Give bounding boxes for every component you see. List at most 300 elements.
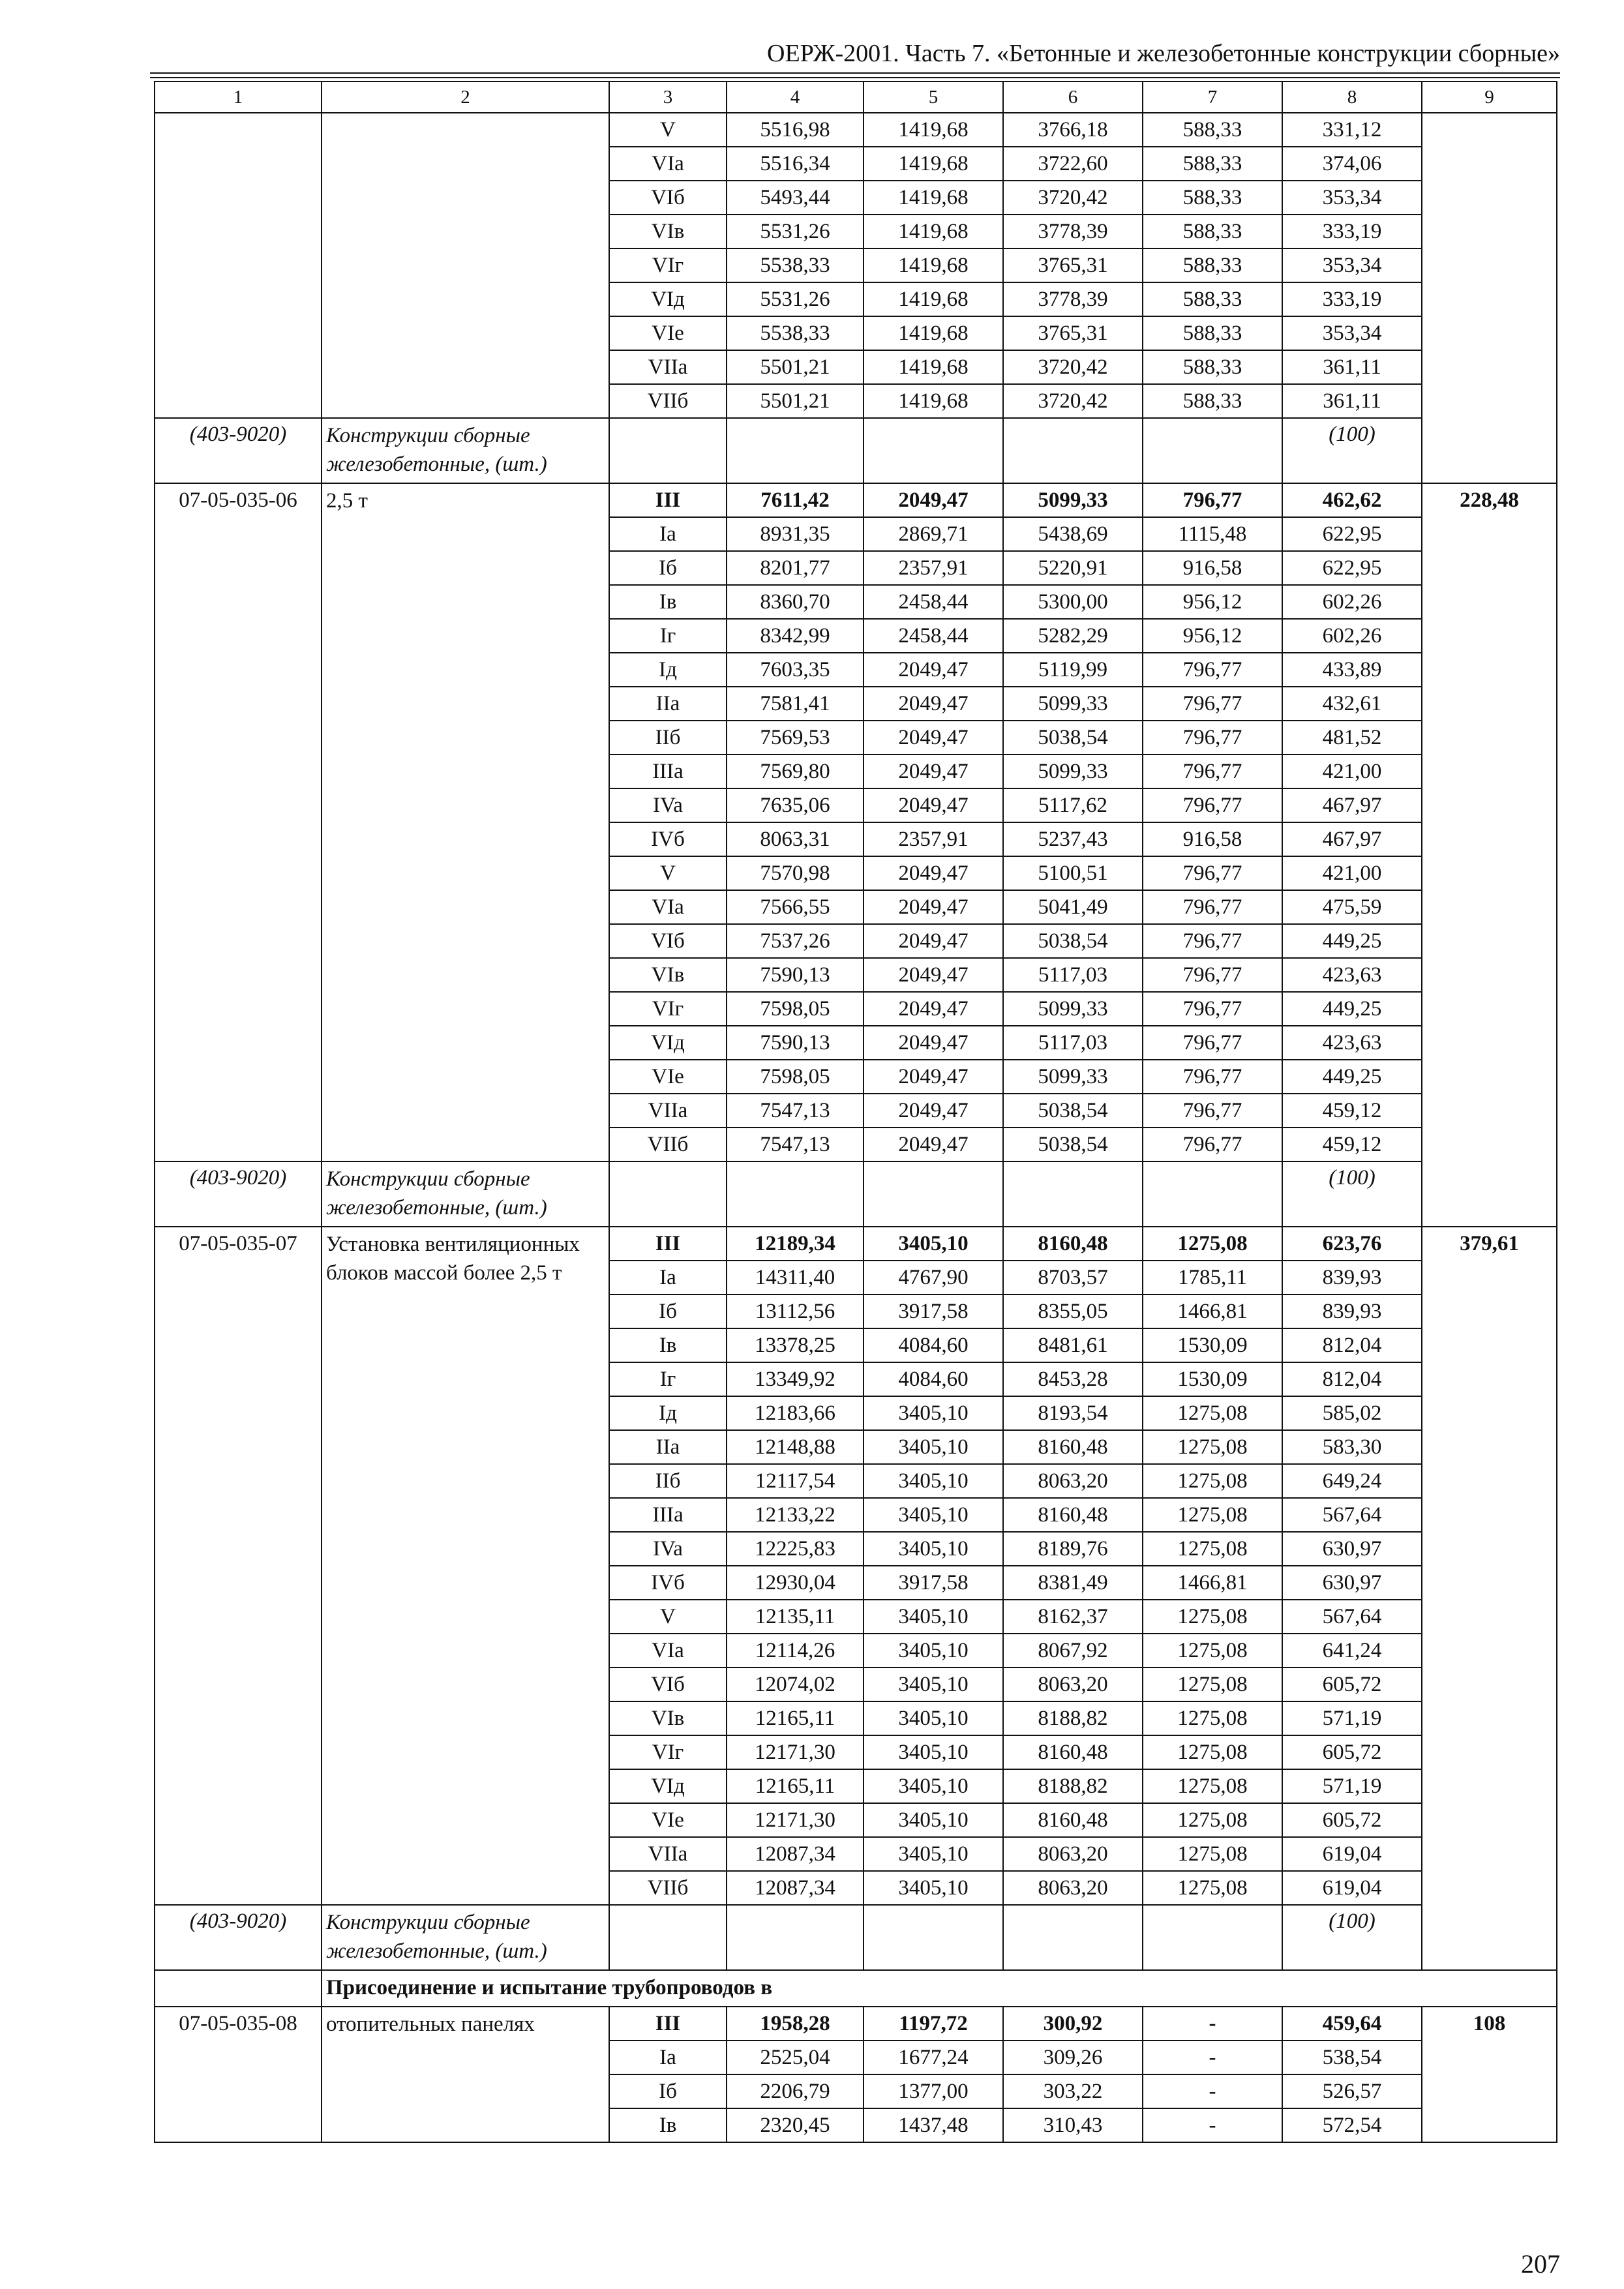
- cell-col-4: 12189,34: [727, 1227, 864, 1261]
- cell-col-8: 481,52: [1282, 721, 1422, 755]
- cell-col-7: -: [1143, 2108, 1282, 2142]
- cell-col-4: 2320,45: [727, 2108, 864, 2142]
- cell-col-4: 5501,21: [727, 350, 864, 384]
- cell-col-3: VIa: [609, 1634, 727, 1668]
- cell-col-8: 423,63: [1282, 1026, 1422, 1060]
- empty-cell: [609, 1161, 727, 1227]
- cell-col-6: 5117,03: [1003, 1026, 1143, 1060]
- cell-col-6: 8481,61: [1003, 1328, 1143, 1362]
- cell-col-4: 5516,98: [727, 113, 864, 147]
- cell-col-8: 423,63: [1282, 958, 1422, 992]
- cell-col-7: 588,33: [1143, 350, 1282, 384]
- cell-col-6: 8160,48: [1003, 1227, 1143, 1261]
- cell-col-4: 12074,02: [727, 1668, 864, 1701]
- cell-col-4: 7590,13: [727, 958, 864, 992]
- cell-col-3: VIг: [609, 248, 727, 282]
- table-row: [155, 483, 1557, 517]
- section-title-row: [155, 1970, 1557, 2007]
- cell-col-5: 3405,10: [864, 1634, 1003, 1668]
- cell-col-5: 2049,47: [864, 1026, 1003, 1060]
- empty-cell: [864, 418, 1003, 483]
- cell-col-6: 5038,54: [1003, 1094, 1143, 1128]
- cell-col-6: 8063,20: [1003, 1668, 1143, 1701]
- cell-col-7: 916,58: [1143, 822, 1282, 856]
- cell-col-3: IIIa: [609, 755, 727, 788]
- cell-col-5: 2357,91: [864, 551, 1003, 585]
- cell-col-5: 2049,47: [864, 890, 1003, 924]
- resource-code: (403-9020): [155, 1905, 322, 1970]
- cell-col-5: 1419,68: [864, 316, 1003, 350]
- cell-col-6: 3720,42: [1003, 384, 1143, 418]
- empty-cell: [864, 1905, 1003, 1970]
- cell-col-6: 8160,48: [1003, 1430, 1143, 1464]
- cell-col-7: 1785,11: [1143, 1261, 1282, 1294]
- cell-col-7: 1275,08: [1143, 1498, 1282, 1532]
- cell-col-3: VIе: [609, 1803, 727, 1837]
- cell-col-4: 7569,53: [727, 721, 864, 755]
- cell-col-8: 622,95: [1282, 517, 1422, 551]
- cell-col-3: Iв: [609, 585, 727, 619]
- cell-col-3: Ia: [609, 1261, 727, 1294]
- cell-col-3: VIIa: [609, 1094, 727, 1128]
- cell-col-6: 309,26: [1003, 2041, 1143, 2074]
- cell-col-5: 3405,10: [864, 1701, 1003, 1735]
- cell-col-5: 3405,10: [864, 1498, 1003, 1532]
- cell-col-7: 956,12: [1143, 585, 1282, 619]
- total-col-9: [1422, 113, 1557, 483]
- cell-col-3: III: [609, 2007, 727, 2041]
- cell-col-7: 588,33: [1143, 215, 1282, 248]
- cell-col-4: 12087,34: [727, 1871, 864, 1905]
- page-number: 207: [1521, 2249, 1560, 2279]
- resource-quantity: (100): [1282, 418, 1422, 483]
- cell-col-8: 567,64: [1282, 1498, 1422, 1532]
- cell-col-4: 12133,22: [727, 1498, 864, 1532]
- cell-col-3: Ia: [609, 2041, 727, 2074]
- cell-col-3: VIд: [609, 282, 727, 316]
- cell-col-8: 449,25: [1282, 992, 1422, 1026]
- cell-col-7: 1275,08: [1143, 1837, 1282, 1871]
- cell-col-6: 5100,51: [1003, 856, 1143, 890]
- col-header-6: 6: [1003, 82, 1143, 113]
- cell-col-8: 622,95: [1282, 551, 1422, 585]
- table-row: [155, 113, 1557, 147]
- cell-col-7: 1275,08: [1143, 1769, 1282, 1803]
- empty-cell: [609, 1905, 727, 1970]
- cell-col-8: 459,64: [1282, 2007, 1422, 2041]
- cell-col-3: Iб: [609, 1294, 727, 1328]
- cell-col-7: 1275,08: [1143, 1430, 1282, 1464]
- cell-col-6: 8188,82: [1003, 1701, 1143, 1735]
- cell-col-8: 333,19: [1282, 215, 1422, 248]
- cell-col-5: 2049,47: [864, 483, 1003, 517]
- cell-col-5: 1197,72: [864, 2007, 1003, 2041]
- cell-col-5: 3405,10: [864, 1769, 1003, 1803]
- cell-col-8: 459,12: [1282, 1094, 1422, 1128]
- cell-col-3: V: [609, 1600, 727, 1634]
- resource-quantity: (100): [1282, 1161, 1422, 1227]
- cell-col-5: 4084,60: [864, 1362, 1003, 1396]
- cell-col-8: 432,61: [1282, 687, 1422, 721]
- cell-col-5: 1419,68: [864, 384, 1003, 418]
- cell-col-6: 8189,76: [1003, 1532, 1143, 1566]
- cell-col-4: 8342,99: [727, 619, 864, 653]
- cell-col-4: 8931,35: [727, 517, 864, 551]
- cell-col-7: 1275,08: [1143, 1701, 1282, 1735]
- cell-col-3: IIб: [609, 721, 727, 755]
- cell-col-3: IVб: [609, 1566, 727, 1600]
- cell-col-6: 3720,42: [1003, 181, 1143, 215]
- cell-col-5: 2049,47: [864, 687, 1003, 721]
- cell-col-7: 1530,09: [1143, 1362, 1282, 1396]
- cell-col-4: 2206,79: [727, 2074, 864, 2108]
- cell-col-6: 3766,18: [1003, 113, 1143, 147]
- cell-col-3: VIIa: [609, 350, 727, 384]
- cell-col-8: 812,04: [1282, 1362, 1422, 1396]
- cell-col-8: 812,04: [1282, 1328, 1422, 1362]
- cell-col-3: IIa: [609, 1430, 727, 1464]
- cell-col-8: 421,00: [1282, 755, 1422, 788]
- resource-note-row: [155, 1161, 1557, 1227]
- cell-col-7: 796,77: [1143, 924, 1282, 958]
- work-name: отопительных панелях: [322, 2007, 609, 2142]
- cell-col-6: 5041,49: [1003, 890, 1143, 924]
- cell-col-8: 585,02: [1282, 1396, 1422, 1430]
- cell-col-4: 12135,11: [727, 1600, 864, 1634]
- cell-col-4: 8360,70: [727, 585, 864, 619]
- col-header-5: 5: [864, 82, 1003, 113]
- cell-col-6: 5038,54: [1003, 1128, 1143, 1161]
- cell-col-3: V: [609, 113, 727, 147]
- cell-col-8: 361,11: [1282, 384, 1422, 418]
- cell-col-8: 605,72: [1282, 1735, 1422, 1769]
- cell-col-5: 2049,47: [864, 653, 1003, 687]
- empty-cell: [1003, 418, 1143, 483]
- work-name: Установка вентиляционных блоков массой более 2,5 т: [322, 1227, 609, 1905]
- cell-col-4: 8201,77: [727, 551, 864, 585]
- empty-cell: [1143, 1161, 1282, 1227]
- cell-col-6: 8160,48: [1003, 1735, 1143, 1769]
- header-rule-bottom: [150, 77, 1560, 78]
- col-header-2: 2: [322, 82, 609, 113]
- cell-col-8: 571,19: [1282, 1769, 1422, 1803]
- cell-col-7: 1275,08: [1143, 1532, 1282, 1566]
- cell-col-4: 7581,41: [727, 687, 864, 721]
- empty-cell: [1143, 418, 1282, 483]
- cell-col-3: Ia: [609, 517, 727, 551]
- cell-col-4: 13349,92: [727, 1362, 864, 1396]
- cell-col-6: 8162,37: [1003, 1600, 1143, 1634]
- cell-col-6: 8160,48: [1003, 1803, 1143, 1837]
- cell-col-3: VIв: [609, 958, 727, 992]
- cell-col-6: 303,22: [1003, 2074, 1143, 2108]
- cell-col-7: -: [1143, 2007, 1282, 2041]
- resource-code: (403-9020): [155, 1161, 322, 1227]
- cell-col-7: 796,77: [1143, 992, 1282, 1026]
- cell-col-5: 3405,10: [864, 1803, 1003, 1837]
- cell-col-7: 1275,08: [1143, 1735, 1282, 1769]
- cell-col-4: 7590,13: [727, 1026, 864, 1060]
- rate-code: 07-05-035-07: [155, 1227, 322, 1905]
- cell-col-7: 1466,81: [1143, 1294, 1282, 1328]
- cell-col-8: 467,97: [1282, 788, 1422, 822]
- col-header-4: 4: [727, 82, 864, 113]
- empty-cell: [1143, 1905, 1282, 1970]
- cell-col-8: 602,26: [1282, 619, 1422, 653]
- empty-cell: [1003, 1905, 1143, 1970]
- resource-name: Конструкции сборные железобетонные, (шт.): [322, 1161, 609, 1227]
- cell-col-8: 567,64: [1282, 1600, 1422, 1634]
- cell-col-5: 2049,47: [864, 1128, 1003, 1161]
- cell-col-6: 3778,39: [1003, 215, 1143, 248]
- cell-col-7: 1466,81: [1143, 1566, 1282, 1600]
- cell-col-7: 956,12: [1143, 619, 1282, 653]
- cell-col-5: 3405,10: [864, 1871, 1003, 1905]
- cell-col-8: 467,97: [1282, 822, 1422, 856]
- cell-col-5: 2049,47: [864, 856, 1003, 890]
- cell-col-7: 796,77: [1143, 856, 1282, 890]
- col-header-1: 1: [155, 82, 322, 113]
- cell-col-6: 5300,00: [1003, 585, 1143, 619]
- cell-col-5: 1419,68: [864, 181, 1003, 215]
- cell-col-3: Iб: [609, 2074, 727, 2108]
- cell-col-7: 588,33: [1143, 113, 1282, 147]
- cell-col-3: VIе: [609, 1060, 727, 1094]
- resource-name: Конструкции сборные железобетонные, (шт.): [322, 418, 609, 483]
- cell-col-7: 796,77: [1143, 1060, 1282, 1094]
- cell-col-8: 449,25: [1282, 924, 1422, 958]
- empty-cell: [727, 1161, 864, 1227]
- cell-col-4: 7598,05: [727, 992, 864, 1026]
- cell-col-7: -: [1143, 2074, 1282, 2108]
- cell-col-7: 796,77: [1143, 687, 1282, 721]
- cell-col-3: VIa: [609, 147, 727, 181]
- cell-col-4: 5538,33: [727, 248, 864, 282]
- cell-col-7: 796,77: [1143, 483, 1282, 517]
- cell-col-6: 3765,31: [1003, 248, 1143, 282]
- resource-name: Конструкции сборные железобетонные, (шт.): [322, 1905, 609, 1970]
- cell-col-6: 5099,33: [1003, 483, 1143, 517]
- cell-col-6: 8063,20: [1003, 1464, 1143, 1498]
- cell-col-5: 3405,10: [864, 1227, 1003, 1261]
- cell-col-8: 374,06: [1282, 147, 1422, 181]
- cell-col-7: 1275,08: [1143, 1668, 1282, 1701]
- cell-col-4: 12171,30: [727, 1735, 864, 1769]
- cell-col-3: III: [609, 1227, 727, 1261]
- cell-col-7: 1275,08: [1143, 1634, 1282, 1668]
- cell-col-5: 2049,47: [864, 1094, 1003, 1128]
- cell-col-4: 5531,26: [727, 215, 864, 248]
- cell-col-6: 5117,62: [1003, 788, 1143, 822]
- cell-col-6: 8188,82: [1003, 1769, 1143, 1803]
- cell-col-3: VIIб: [609, 1128, 727, 1161]
- cell-col-3: VIIa: [609, 1837, 727, 1871]
- cell-col-3: Iд: [609, 653, 727, 687]
- cell-col-8: 433,89: [1282, 653, 1422, 687]
- cell-col-3: VIд: [609, 1769, 727, 1803]
- cell-col-5: 1419,68: [864, 215, 1003, 248]
- cell-col-6: 5220,91: [1003, 551, 1143, 585]
- cell-col-7: 1275,08: [1143, 1600, 1282, 1634]
- rate-code: 07-05-035-06: [155, 483, 322, 1161]
- cell-col-8: 619,04: [1282, 1837, 1422, 1871]
- cell-col-4: 5493,44: [727, 181, 864, 215]
- cell-col-8: 641,24: [1282, 1634, 1422, 1668]
- cell-col-8: 421,00: [1282, 856, 1422, 890]
- empty-cell: [1003, 1161, 1143, 1227]
- cell-col-7: 796,77: [1143, 958, 1282, 992]
- cell-col-4: 12114,26: [727, 1634, 864, 1668]
- cell-col-6: 5099,33: [1003, 1060, 1143, 1094]
- rates-table: [154, 81, 1557, 2143]
- cell-col-8: 630,97: [1282, 1566, 1422, 1600]
- cell-col-3: IIa: [609, 687, 727, 721]
- column-number-row: [155, 82, 1557, 113]
- cell-col-3: VIд: [609, 1026, 727, 1060]
- cell-col-8: 333,19: [1282, 282, 1422, 316]
- cell-col-5: 1419,68: [864, 147, 1003, 181]
- cell-col-3: VIб: [609, 181, 727, 215]
- cell-col-3: IVб: [609, 822, 727, 856]
- cell-col-4: 12165,11: [727, 1769, 864, 1803]
- cell-col-3: IVa: [609, 1532, 727, 1566]
- cell-col-6: 8067,92: [1003, 1634, 1143, 1668]
- cell-col-4: 7635,06: [727, 788, 864, 822]
- cell-col-8: 353,34: [1282, 248, 1422, 282]
- cell-col-7: 1275,08: [1143, 1227, 1282, 1261]
- cell-col-7: 588,33: [1143, 316, 1282, 350]
- cell-col-7: 588,33: [1143, 248, 1282, 282]
- cell-col-4: 13112,56: [727, 1294, 864, 1328]
- cell-col-7: -: [1143, 2041, 1282, 2074]
- running-header: ОЕРЖ-2001. Часть 7. «Бетонные и железобетонные конструкции сборные»: [767, 40, 1560, 67]
- empty-cell: [155, 1970, 322, 2007]
- cell-col-7: 1275,08: [1143, 1803, 1282, 1837]
- work-name: [322, 113, 609, 418]
- cell-col-3: Iг: [609, 619, 727, 653]
- cell-col-5: 3405,10: [864, 1396, 1003, 1430]
- cell-col-6: 5099,33: [1003, 755, 1143, 788]
- cell-col-8: 839,93: [1282, 1294, 1422, 1328]
- cell-col-5: 1377,00: [864, 2074, 1003, 2108]
- cell-col-8: 630,97: [1282, 1532, 1422, 1566]
- cell-col-8: 353,34: [1282, 316, 1422, 350]
- cell-col-4: 8063,31: [727, 822, 864, 856]
- cell-col-8: 538,54: [1282, 2041, 1422, 2074]
- cell-col-3: VIб: [609, 1668, 727, 1701]
- cell-col-4: 12087,34: [727, 1837, 864, 1871]
- cell-col-3: VIг: [609, 992, 727, 1026]
- cell-col-7: 796,77: [1143, 788, 1282, 822]
- cell-col-4: 7547,13: [727, 1094, 864, 1128]
- cell-col-6: 8453,28: [1003, 1362, 1143, 1396]
- cell-col-3: IIб: [609, 1464, 727, 1498]
- cell-col-3: III: [609, 483, 727, 517]
- cell-col-7: 796,77: [1143, 1094, 1282, 1128]
- cell-col-7: 796,77: [1143, 721, 1282, 755]
- cell-col-3: VIе: [609, 316, 727, 350]
- cell-col-5: 1677,24: [864, 2041, 1003, 2074]
- cell-col-8: 839,93: [1282, 1261, 1422, 1294]
- cell-col-5: 1437,48: [864, 2108, 1003, 2142]
- cell-col-5: 1419,68: [864, 282, 1003, 316]
- cell-col-5: 2357,91: [864, 822, 1003, 856]
- cell-col-5: 2049,47: [864, 958, 1003, 992]
- cell-col-7: 796,77: [1143, 890, 1282, 924]
- cell-col-6: 8063,20: [1003, 1871, 1143, 1905]
- cell-col-4: 5538,33: [727, 316, 864, 350]
- cell-col-4: 7547,13: [727, 1128, 864, 1161]
- cell-col-5: 3405,10: [864, 1600, 1003, 1634]
- cell-col-4: 1958,28: [727, 2007, 864, 2041]
- cell-col-3: IIIa: [609, 1498, 727, 1532]
- cell-col-7: 1275,08: [1143, 1464, 1282, 1498]
- col-header-9: 9: [1422, 82, 1557, 113]
- cell-col-5: 2458,44: [864, 619, 1003, 653]
- cell-col-4: 14311,40: [727, 1261, 864, 1294]
- cell-col-5: 2049,47: [864, 788, 1003, 822]
- cell-col-7: 916,58: [1143, 551, 1282, 585]
- cell-col-7: 588,33: [1143, 181, 1282, 215]
- cell-col-8: 571,19: [1282, 1701, 1422, 1735]
- empty-cell: [609, 418, 727, 483]
- cell-col-4: 12117,54: [727, 1464, 864, 1498]
- cell-col-6: 5282,29: [1003, 619, 1143, 653]
- cell-col-4: 12171,30: [727, 1803, 864, 1837]
- cell-col-4: 7566,55: [727, 890, 864, 924]
- cell-col-7: 796,77: [1143, 755, 1282, 788]
- resource-quantity: (100): [1282, 1905, 1422, 1970]
- cell-col-7: 1115,48: [1143, 517, 1282, 551]
- cell-col-5: 3405,10: [864, 1668, 1003, 1701]
- cell-col-3: VIIб: [609, 384, 727, 418]
- rate-code: [155, 113, 322, 418]
- cell-col-5: 2049,47: [864, 755, 1003, 788]
- cell-col-8: 475,59: [1282, 890, 1422, 924]
- total-col-9: 228,48: [1422, 483, 1557, 1227]
- cell-col-6: 3720,42: [1003, 350, 1143, 384]
- cell-col-6: 5099,33: [1003, 687, 1143, 721]
- cell-col-4: 12165,11: [727, 1701, 864, 1735]
- cell-col-4: 12225,83: [727, 1532, 864, 1566]
- cell-col-8: 623,76: [1282, 1227, 1422, 1261]
- table-row: [155, 1227, 1557, 1261]
- cell-col-8: 353,34: [1282, 181, 1422, 215]
- section-title: Присоединение и испытание трубопроводов в: [322, 1970, 1557, 2007]
- cell-col-8: 462,62: [1282, 483, 1422, 517]
- cell-col-6: 5438,69: [1003, 517, 1143, 551]
- cell-col-6: 310,43: [1003, 2108, 1143, 2142]
- cell-col-5: 2049,47: [864, 992, 1003, 1026]
- cell-col-6: 8703,57: [1003, 1261, 1143, 1294]
- cell-col-8: 331,12: [1282, 113, 1422, 147]
- cell-col-8: 605,72: [1282, 1668, 1422, 1701]
- cell-col-4: 13378,25: [727, 1328, 864, 1362]
- cell-col-4: 12148,88: [727, 1430, 864, 1464]
- cell-col-3: Iв: [609, 2108, 727, 2142]
- cell-col-4: 7603,35: [727, 653, 864, 687]
- cell-col-3: Iб: [609, 551, 727, 585]
- cell-col-3: Iв: [609, 1328, 727, 1362]
- cell-col-5: 3405,10: [864, 1837, 1003, 1871]
- cell-col-6: 5117,03: [1003, 958, 1143, 992]
- cell-col-3: Iд: [609, 1396, 727, 1430]
- cell-col-6: 5038,54: [1003, 721, 1143, 755]
- cell-col-5: 4767,90: [864, 1261, 1003, 1294]
- cell-col-3: VIIб: [609, 1871, 727, 1905]
- cell-col-8: 449,25: [1282, 1060, 1422, 1094]
- cell-col-7: 588,33: [1143, 384, 1282, 418]
